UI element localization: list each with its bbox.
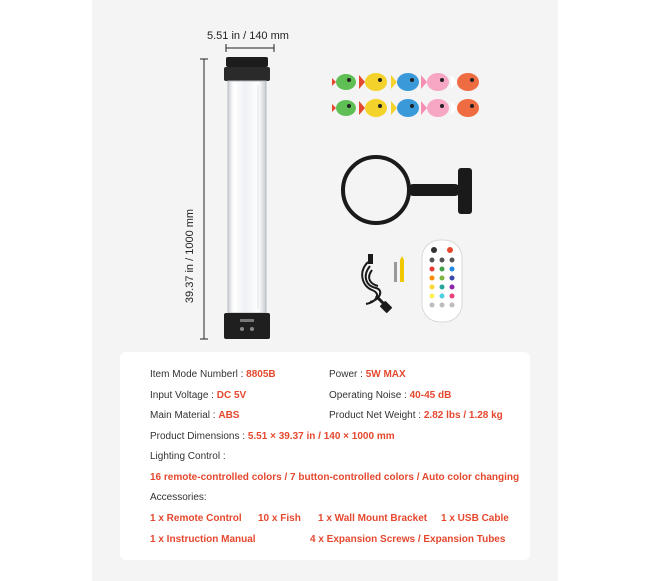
spec-label: Product Dimensions : (150, 431, 248, 442)
spec-lighting-control-value: 16 remote-controlled colors / 7 button-controlled colors / Auto color changing (150, 472, 520, 483)
height-dimension-label: 39.37 in / 1000 mm (184, 208, 196, 304)
accessory-item: 10 x Fish (258, 513, 301, 524)
fish-accessories-illustration (332, 68, 492, 120)
spec-lighting-control-label: Lighting Control : (150, 451, 226, 462)
remote-control-illustration (420, 238, 464, 324)
spec-value: 5W MAX (365, 369, 406, 380)
spec-input-voltage (150, 390, 246, 401)
spec-label: Main Material : (150, 410, 219, 421)
width-dimension-line (225, 44, 275, 52)
accessory-item: 1 x USB Cable (441, 513, 509, 524)
spec-value: 2.82 lbs / 1.28 kg (423, 410, 503, 421)
spec-label: Item Mode Numberl : (150, 369, 247, 380)
accessory-item: 1 x Wall Mount Bracket (318, 513, 428, 524)
spec-value: 5.51 × 39.37 in / 140 × 1000 mm (247, 431, 395, 442)
spec-label: Operating Noise : (329, 390, 410, 401)
wall-mount-bracket-illustration (340, 152, 480, 228)
spec-value: ABS (218, 410, 240, 421)
usb-cable-illustration (358, 252, 418, 316)
spec-label: Product Net Weight : (329, 410, 424, 421)
spec-value: DC 5V (216, 390, 247, 401)
spec-label: Power : (329, 369, 366, 380)
spec-power (329, 369, 406, 380)
spec-main-material (150, 410, 239, 421)
spec-operating-noise (329, 390, 451, 401)
height-dimension-line (200, 58, 208, 340)
spec-value: 8805B (246, 369, 276, 380)
spec-accessories-label: Accessories: (150, 492, 207, 503)
spec-value: 40-45 dB (409, 390, 452, 401)
spec-item-model (150, 369, 276, 380)
spec-label: Input Voltage : (150, 390, 217, 401)
accessory-item: 1 x Remote Control (150, 513, 242, 524)
tube-lamp-illustration (222, 55, 272, 345)
spec-product-dimensions (150, 431, 395, 442)
accessory-item: 4 x Expansion Screws / Expansion Tubes (310, 534, 506, 545)
spec-net-weight (329, 410, 503, 421)
accessory-item: 1 x Instruction Manual (150, 534, 256, 545)
width-dimension-label: 5.51 in / 140 mm (207, 30, 289, 42)
